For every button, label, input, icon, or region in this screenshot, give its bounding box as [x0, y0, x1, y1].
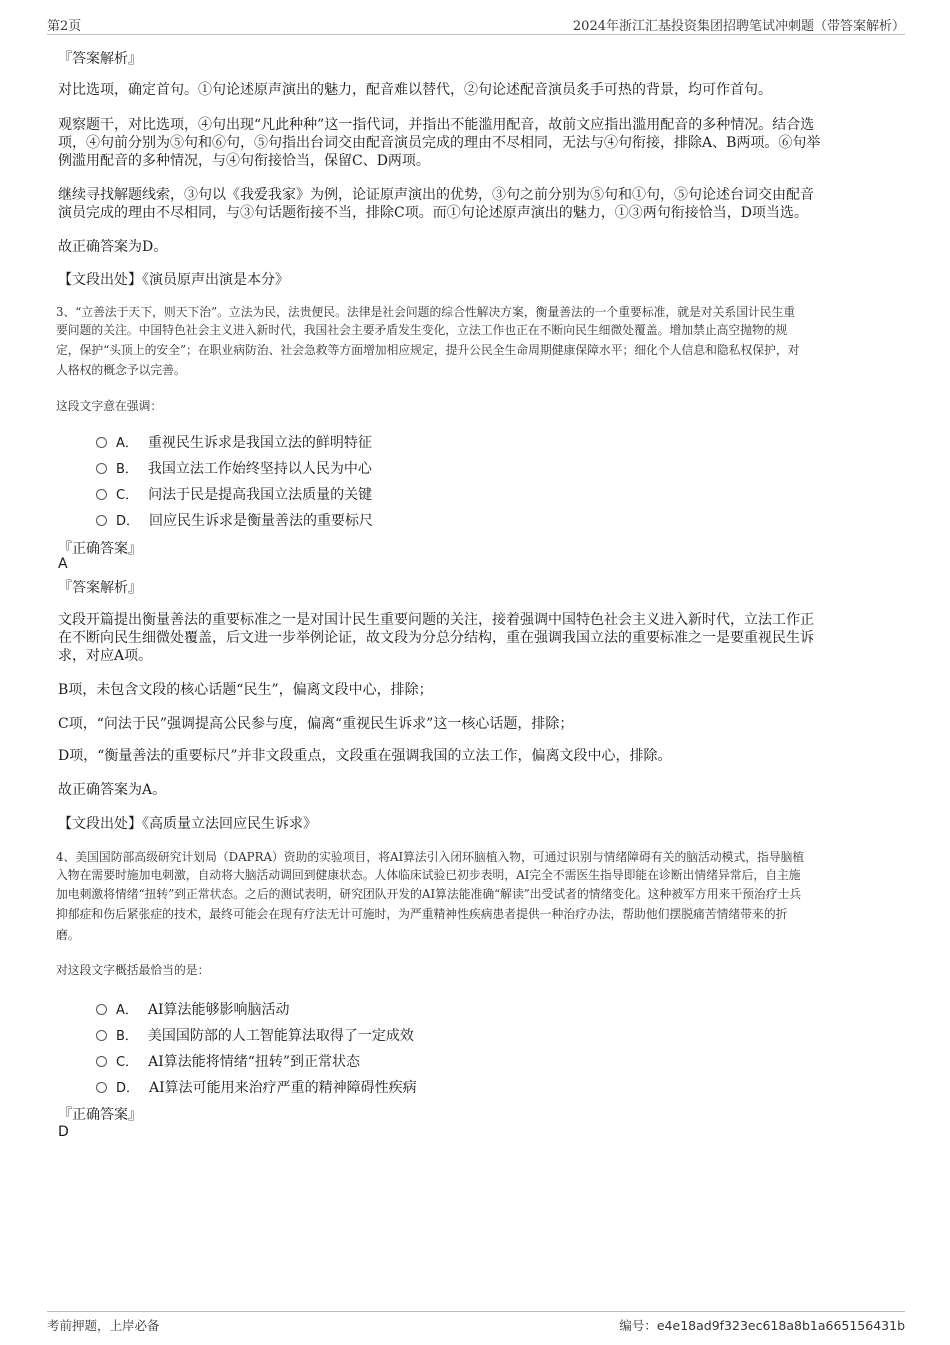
radio-button[interactable] [96, 489, 107, 500]
q2-analysis-paragraph: 继续寻找解题线索，③句以《我爱我家》为例，论证原声演出的优势，③句之前分别为⑤句和①句，⑤句论述台词交由配音 [58, 187, 814, 203]
q3-analysis-paragraph: C项，“问法于民”强调提高公民参与度，偏离“重视民生诉求”这一核心话题，排除； [58, 716, 574, 732]
radio-button[interactable] [96, 1056, 107, 1067]
radio-button[interactable] [96, 1082, 107, 1093]
q3-option-b[interactable] [96, 458, 372, 476]
option-letter: D． [116, 514, 140, 529]
option-letter: A． [116, 436, 138, 451]
q4-prompt: 对这段文字概括最恰当的是： [56, 963, 210, 977]
q4-option-c[interactable] [96, 1051, 360, 1069]
q4-option-b[interactable] [96, 1025, 414, 1043]
radio-button[interactable] [96, 515, 107, 526]
q4-option-a[interactable] [96, 999, 290, 1017]
q2-analysis-paragraph: 演员完成的理由不尽相同，与③句话题衔接不当，排除C项。而①句论述原声演出的魅力，①③两句衔接恰当，D项当选。 [58, 205, 808, 221]
option-letter: D． [116, 1081, 140, 1096]
footer-slogan: 考前押题，上岸必备 [47, 1318, 160, 1333]
q3-stem: 3、“立善法于天下，则天下治”。立法为民，法贵便民。法律是社会问题的综合性解决方案，衡量善法的一个重要标准，就是对关系国计民生重 [56, 305, 796, 319]
option-letter: B． [116, 1029, 138, 1044]
q3-conclusion: 故正确答案为A。 [58, 782, 167, 798]
page-footer [47, 1311, 905, 1334]
radio-button[interactable] [96, 437, 107, 448]
q4-answer: D [58, 1124, 69, 1140]
option-text: 回应民生诉求是衡量善法的重要标尺 [149, 513, 374, 529]
q3-analysis-paragraph: B项，未包含文段的核心话题“民生”，偏离文段中心，排除； [58, 682, 433, 698]
radio-button[interactable] [96, 1004, 107, 1015]
option-text: AI算法能够影响脑活动 [147, 1002, 290, 1018]
option-text: AI算法可能用来治疗严重的精神障碍性疾病 [149, 1080, 417, 1096]
q3-option-d[interactable] [96, 510, 373, 528]
q4-stem: 加电刺激将情绪“扭转”到正常状态。之后的测试表明，研究团队开发的AI算法能准确“解读”出受试者的情绪变化。这种被军方用来干预治疗士兵 [56, 887, 802, 901]
document-title: 2024年浙江汇基投资集团招聘笔试冲刺题（带答案解析） [572, 19, 905, 34]
option-letter: C． [116, 1055, 139, 1070]
page-header [47, 14, 905, 35]
q4-stem: 抑郁症和伤后紧张症的技术，最终可能会在现有疗法无计可施时，为严重精神性疾病患者提供一种治疗办法，帮助他们摆脱痛苦情绪带来的折 [56, 907, 788, 921]
q4-stem: 入物在需要时施加电刺激，自动将大脑活动调回到健康状态。人体临床试验已初步表明，AI完全不需医生指导即能在诊断出情绪异常后，自主施 [56, 868, 801, 882]
q3-option-a[interactable] [96, 432, 372, 450]
q4-stem: 磨。 [56, 928, 80, 942]
q3-analysis-paragraph: 求，对应A项。 [58, 648, 153, 664]
option-text: 重视民生诉求是我国立法的鲜明特征 [147, 435, 372, 451]
radio-button[interactable] [96, 463, 107, 474]
q4-stem: 4、美国国防部高级研究计划局（DAPRA）资助的实验项目，将AI算法引入闭环脑植入物，可通过识别与情绪障碍有关的脑活动模式，指导脑植 [56, 850, 805, 864]
option-letter: C． [116, 488, 139, 503]
option-text: 美国国防部的人工智能算法取得了一定成效 [147, 1028, 414, 1044]
page-number: 第2页 [47, 19, 82, 34]
q3-answer-heading: 『正确答案』 [58, 541, 142, 557]
q3-stem: 定，保护“头顶上的安全”；在职业病防治、社会急救等方面增加相应规定，提升公民全生命周期健康保障水平；细化个人信息和隐私权保护，对 [56, 343, 800, 357]
q2-analysis-paragraph: 项，④句前分别为⑤句和⑥句，⑤句指出台词交由配音演员完成的理由不尽相同，无法与④句衔接，排除A、B两项。⑥句举 [58, 135, 821, 151]
option-letter: B． [116, 462, 138, 477]
q4-option-d[interactable] [96, 1077, 417, 1095]
q2-source: 【文段出处】《演员原声出演是本分》 [58, 272, 289, 288]
option-text: 问法于民是提高我国立法质量的关键 [148, 487, 373, 503]
option-text: AI算法能将情绪“扭转”到正常状态 [148, 1054, 361, 1070]
option-text: 我国立法工作始终坚持以人民为中心 [147, 461, 372, 477]
q3-analysis-paragraph: D项，“衡量善法的重要标尺”并非文段重点，文段重在强调我国的立法工作，偏离文段中心，排除。 [58, 748, 672, 764]
q3-option-c[interactable] [96, 484, 372, 502]
q2-conclusion: 故正确答案为D。 [58, 239, 168, 255]
q2-analysis-heading: 『答案解析』 [58, 51, 142, 67]
q3-stem: 人格权的概念予以完善。 [56, 363, 186, 377]
q2-analysis-paragraph: 例滥用配音的多种情况，与④句衔接恰当，保留C、D两项。 [58, 153, 430, 169]
q2-analysis-paragraph: 对比选项，确定首句。①句论述原声演出的魅力，配音难以替代，②句论述配音演员炙手可热的背景，均可作首句。 [58, 82, 772, 98]
option-letter: A． [116, 1003, 138, 1018]
radio-button[interactable] [96, 1030, 107, 1041]
q3-prompt: 这段文字意在强调： [56, 399, 163, 413]
q3-analysis-paragraph: 文段开篇提出衡量善法的重要标准之一是对国计民生重要问题的关注，接着强调中国特色社会主义进入新时代，立法工作正 [58, 612, 814, 628]
q3-stem: 要问题的关注。中国特色社会主义进入新时代，我国社会主要矛盾发生变化，立法工作也正在不断向民生细微处覆盖。增加禁止高空抛物的规 [56, 323, 788, 337]
q3-answer: A [58, 556, 68, 572]
q3-analysis-heading: 『答案解析』 [58, 580, 142, 596]
q3-analysis-paragraph: 在不断向民生细微处覆盖，后文进一步举例论证，故文段为分总分结构，重在强调我国立法的重要标准之一是要重视民生诉 [58, 630, 814, 646]
q3-source: 【文段出处】《高质量立法回应民生诉求》 [58, 816, 317, 832]
q4-answer-heading: 『正确答案』 [58, 1107, 142, 1123]
q2-analysis-paragraph: 观察题干，对比选项，④句出现“凡此种种”这一指代词，并指出不能滥用配音，故前文应指出滥用配音的多种情况。结合选 [58, 117, 815, 133]
document-id: 编号：e4e18ad9f323ec618a8b1a665156431b [619, 1318, 905, 1333]
